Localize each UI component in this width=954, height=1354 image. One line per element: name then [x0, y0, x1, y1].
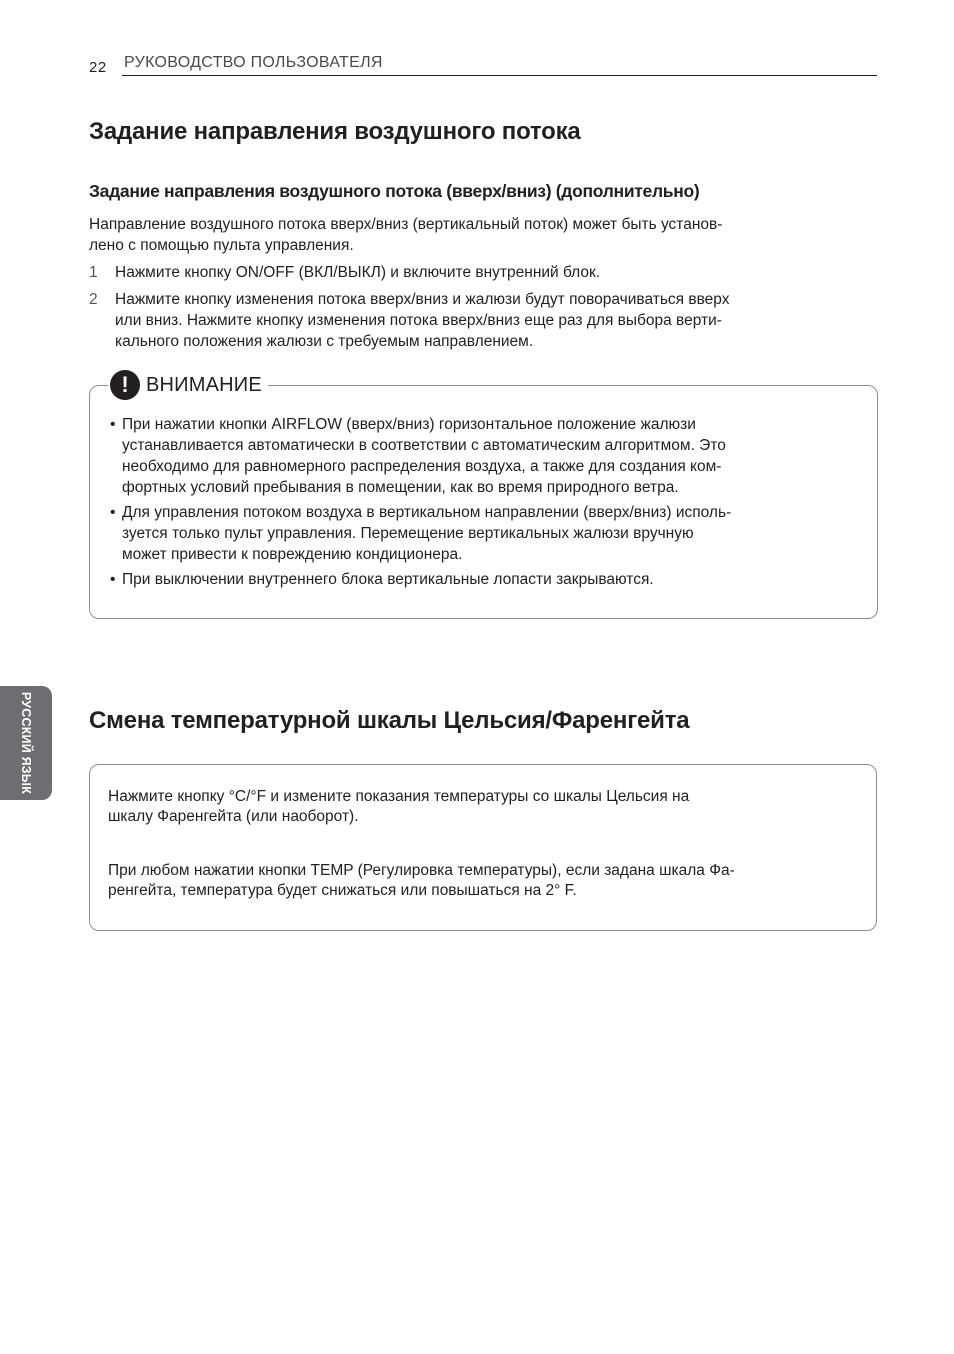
temperature-paragraph-2: При любом нажатии кнопки TEMP (Регулировка температуры), если задана шкала Фа- ренгейта, температура будет снижаться или повышаться на 2° F. [108, 862, 735, 899]
page-header [89, 54, 877, 78]
language-side-tab [0, 686, 52, 800]
caution-title: ВНИМАНИЕ [146, 373, 262, 396]
bullet-icon: • [110, 504, 116, 521]
temperature-paragraph-1: Нажмите кнопку °C/°F и измените показания температуры со шкалы Цельсия на шкалу Фаренгейта (или наоборот). [108, 788, 690, 825]
exclamation-icon: ! [110, 370, 140, 400]
bullet-icon: • [110, 571, 116, 588]
step-text: Нажмите кнопку ON/OFF (ВКЛ/ВЫКЛ) и включите внутренний блок. [115, 264, 601, 281]
section-title-temperature-scale: Смена температурной шкалы Цельсия/Фаренгейта [89, 707, 690, 734]
step-1 [89, 262, 869, 283]
step-number: 2 [89, 291, 98, 308]
step-2 [89, 289, 869, 352]
caution-item: • При выключении внутреннего блока вертикальные лопасти закрываются. [110, 571, 654, 588]
page-number: 22 [89, 59, 107, 76]
section-title-airflow: Задание направления воздушного потока [89, 118, 581, 145]
bullet-icon: • [110, 416, 116, 433]
step-number: 1 [89, 264, 98, 281]
caution-item: • При нажатии кнопки AIRFLOW (вверх/вниз) горизонтальное положение жалюзи устанавливается автоматически в соответствии с автоматическим алгоритмом. Это необходимо для равномерного распределения воздуха, а также для создания ком- фортных условий пребывания в помещении, как во время природного ветра. [110, 416, 726, 496]
header-rule [122, 75, 877, 76]
subsection-title-airflow-updown: Задание направления воздушного потока (вверх/вниз) (дополнительно) [89, 181, 700, 201]
caution-item: • Для управления потоком воздуха в вертикальном направлении (вверх/вниз) исполь- зуется только пульт управления. Перемещение вертикальных жалюзи вручную может привести к повреждению кондиционера. [110, 504, 732, 563]
step-text: Нажмите кнопку изменения потока вверх/вниз и жалюзи будут поворачиваться вверх или вниз. Нажмите кнопку изменения потока вверх/вниз еще раз для выбора верти- кального положения жалюзи с требуемым направлением. [115, 291, 730, 350]
caution-label [108, 370, 268, 400]
intro-paragraph: Направление воздушного потока вверх/вниз (вертикальный поток) может быть установ- лено с помощью пульта управления. [89, 216, 723, 254]
side-tab-label: РУССКИЙ ЯЗЫК [19, 691, 33, 795]
header-title: РУКОВОДСТВО ПОЛЬЗОВАТЕЛЯ [124, 54, 383, 71]
